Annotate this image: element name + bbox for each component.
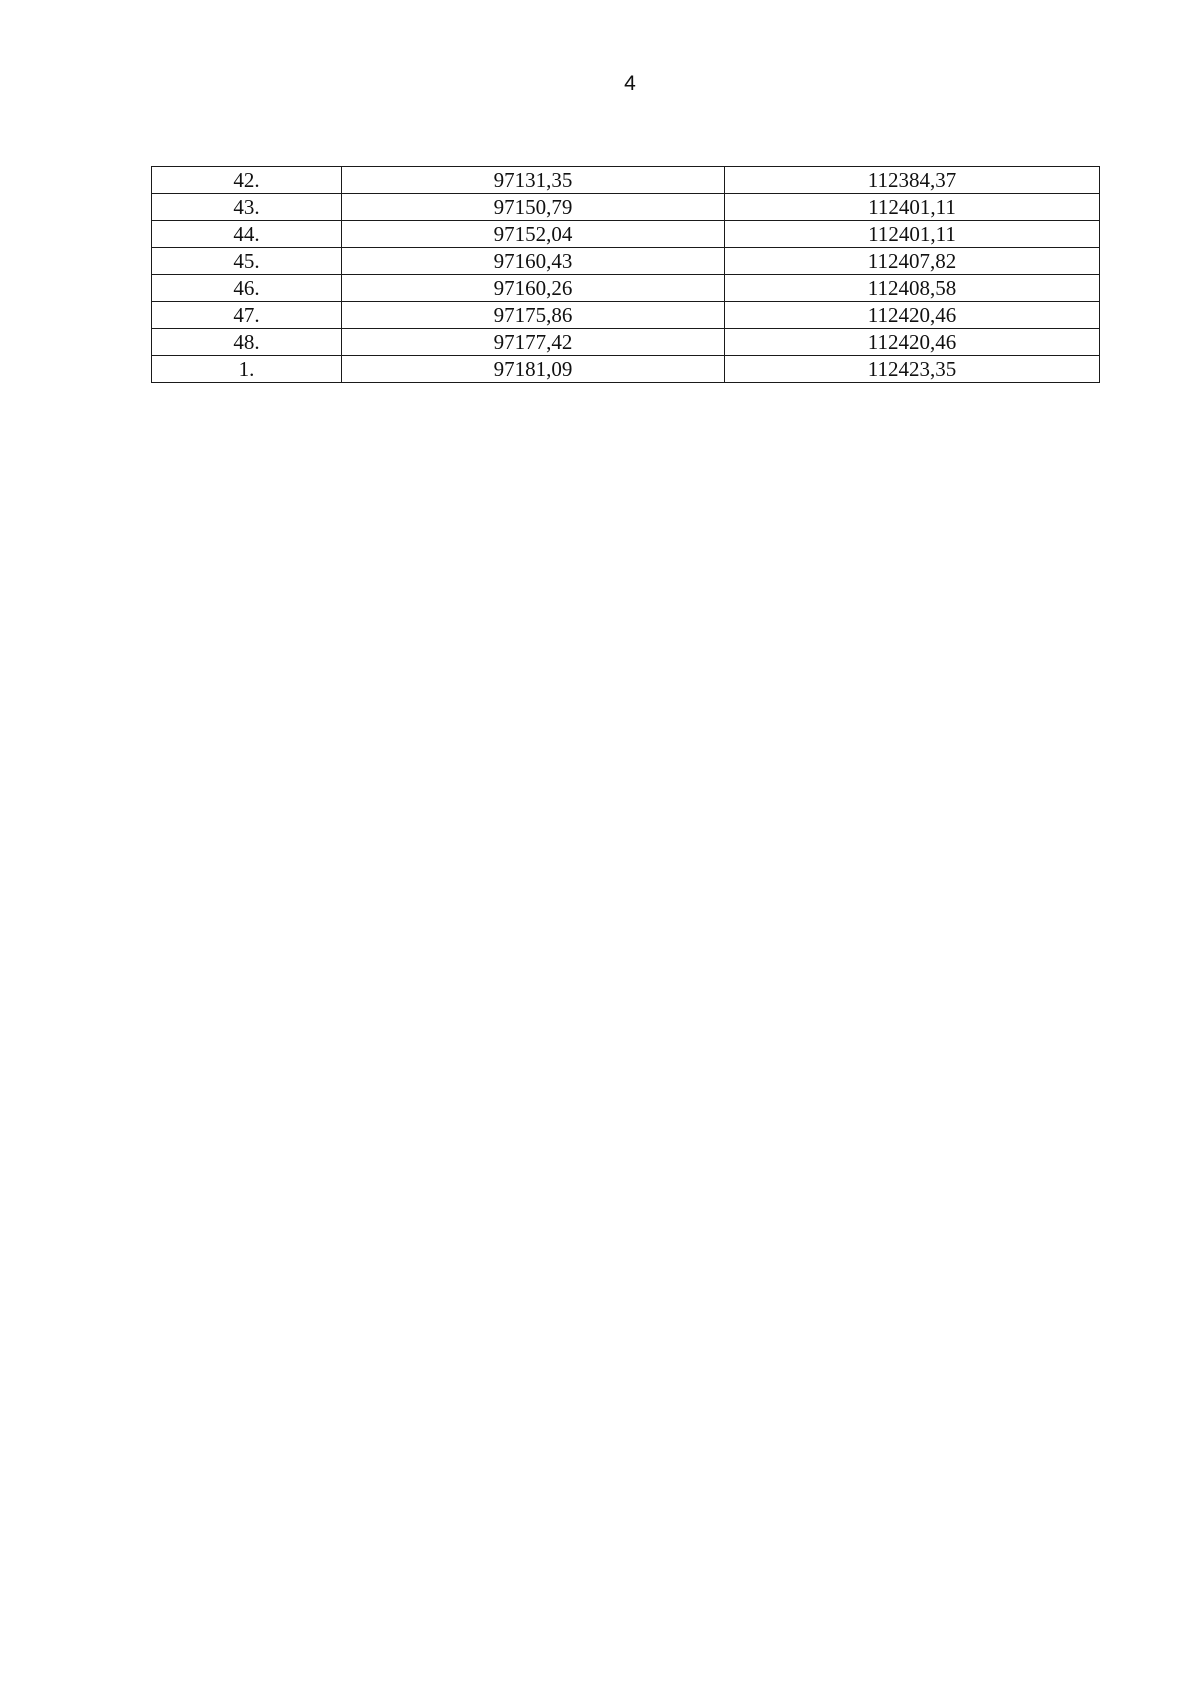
table-row	[152, 248, 1100, 275]
x-coordinate-cell: 97131,35	[342, 167, 725, 194]
table-row	[152, 167, 1100, 194]
x-coordinate-cell: 97181,09	[342, 356, 725, 383]
page-number: 4	[624, 72, 636, 95]
y-coordinate-cell: 112401,11	[725, 221, 1100, 248]
x-coordinate-cell: 97152,04	[342, 221, 725, 248]
table-row	[152, 221, 1100, 248]
table-row	[152, 275, 1100, 302]
y-coordinate-cell: 112423,35	[725, 356, 1100, 383]
x-coordinate-cell: 97160,43	[342, 248, 725, 275]
x-coordinate-cell: 97175,86	[342, 302, 725, 329]
x-coordinate-cell: 97160,26	[342, 275, 725, 302]
point-number-cell: 46.	[152, 275, 342, 302]
point-number-cell: 48.	[152, 329, 342, 356]
point-number-cell: 43.	[152, 194, 342, 221]
table-row	[152, 194, 1100, 221]
point-number-cell: 42.	[152, 167, 342, 194]
y-coordinate-cell: 112420,46	[725, 302, 1100, 329]
table-row	[152, 302, 1100, 329]
point-number-cell: 45.	[152, 248, 342, 275]
x-coordinate-cell: 97150,79	[342, 194, 725, 221]
point-number-cell: 1.	[152, 356, 342, 383]
coordinates-table	[151, 166, 1100, 383]
y-coordinate-cell: 112407,82	[725, 248, 1100, 275]
y-coordinate-cell: 112420,46	[725, 329, 1100, 356]
y-coordinate-cell: 112401,11	[725, 194, 1100, 221]
y-coordinate-cell: 112408,58	[725, 275, 1100, 302]
y-coordinate-cell: 112384,37	[725, 167, 1100, 194]
x-coordinate-cell: 97177,42	[342, 329, 725, 356]
point-number-cell: 47.	[152, 302, 342, 329]
table-row	[152, 356, 1100, 383]
point-number-cell: 44.	[152, 221, 342, 248]
table-row	[152, 329, 1100, 356]
